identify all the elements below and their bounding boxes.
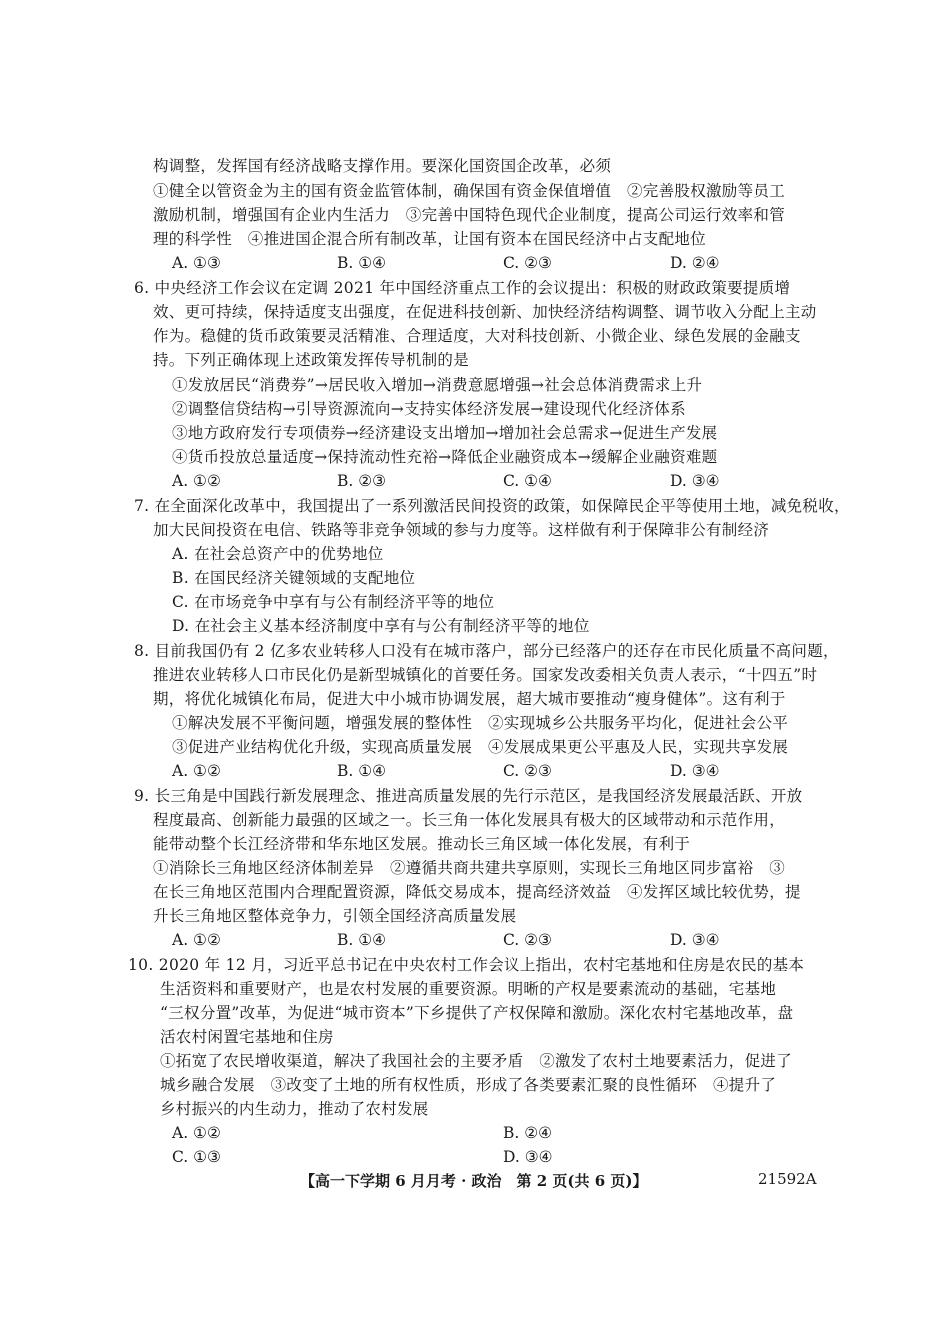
q6-item: ③地方政府发行专项债券→经济建设支出增加→增加社会总需求→促进生产发展 xyxy=(172,424,718,442)
option-d: D. ②④ xyxy=(670,254,720,272)
q8-item: ①解决发展不平衡问题，增强发展的整体性 ②实现城乡公共服务平均化，促进社会公平 xyxy=(172,714,789,732)
q9-stem-line: 9. 长三角是中国践行新发展理念、推进高质量发展的先行示范区，是我国经济发展最活跃、开放 xyxy=(134,787,803,805)
option-c: C. ②③ xyxy=(503,254,552,272)
q6-stem-line: 6. 中央经济工作会议在定调 2021 年中国经济重点工作的会议提出：积极的财政政策要提质增 xyxy=(134,279,791,297)
intro-line: 激励机制，增强国有企业内生活力 ③完善中国特色现代企业制度，提高公司运行效率和管 xyxy=(153,206,786,224)
option-b: B. ①④ xyxy=(337,931,387,949)
paper-code: 21592A xyxy=(758,1170,817,1188)
q10-item: 乡村振兴的内生动力，推动了农村发展 xyxy=(160,1100,429,1118)
q6-stem-line: 作为。稳健的货币政策要灵活精准、合理适度，大对科技创新、小微企业、绿色发展的金融支 xyxy=(153,327,801,345)
option-b: B. ①④ xyxy=(337,254,387,272)
option-b: B. ②④ xyxy=(503,1124,553,1142)
option-d: D. ③④ xyxy=(670,931,720,949)
option-d: D. ③④ xyxy=(670,762,720,780)
option-c: C. ②③ xyxy=(503,931,552,949)
option-a: A. ①③ xyxy=(172,254,221,272)
option-d: D. ③④ xyxy=(503,1148,553,1166)
q8-stem-line: 推进农业转移人口市民化仍是新型城镇化的首要任务。国家发改委相关负责人表示，“十四五”时 xyxy=(153,666,818,684)
option-c: C. ①④ xyxy=(503,472,552,490)
q9-item: ①消除长三角地区经济体制差异 ②遵循共商共建共享原则，实现长三角地区同步富裕 ③ xyxy=(153,859,786,877)
intro-line: ①健全以管资金为主的国有资金监管体制，确保国有资金保值增值 ②完善股权激励等员工 xyxy=(153,182,786,200)
q10-stem-line: 生活资料和重要财产，也是农村发展的重要资源。明晰的产权是要素流动的基础，宅基地 xyxy=(160,980,777,998)
q10-item: 城乡融合发展 ③改变了土地的所有权性质，形成了各类要素汇聚的良性循环 ④提升了 xyxy=(160,1076,777,1094)
q10-stem-line: “三权分置”改革，为促进“城市资本”下乡提供了产权保障和激励。深化农村宅基地改革，盘 xyxy=(160,1004,794,1022)
q6-stem-line: 效、更可持续，保持适度支出强度，在促进科技创新、加快经济结构调整、调节收入分配上主动 xyxy=(153,303,817,321)
q10-item: ①拓宽了农民增收渠道，解决了我国社会的主要矛盾 ②激发了农村土地要素活力，促进了 xyxy=(160,1052,793,1070)
q7-choice-d: D. 在社会主义基本经济制度中享有与公有制经济平等的地位 xyxy=(172,617,590,635)
option-d: D. ③④ xyxy=(670,472,720,490)
intro-line: 构调整，发挥国有经济战略支撑作用。要深化国资国企改革，必须 xyxy=(153,157,612,175)
option-a: A. ①② xyxy=(172,931,221,949)
intro-line: 理的科学性 ④推进国企混合所有制改革，让国有资本在国民经济中占支配地位 xyxy=(153,230,707,248)
q7-choice-b: B. 在国民经济关键领域的支配地位 xyxy=(172,569,416,587)
q6-item: ②调整信贷结构→引导资源流向→支持实体经济发展→建设现代化经济体系 xyxy=(172,400,686,418)
q10-stem-line: 活农村闲置宅基地和住房 xyxy=(160,1028,334,1046)
q7-stem-line: 7. 在全面深化改革中，我国提出了一系列激活民间投资的政策，如保障民企平等使用土地，减免税收， xyxy=(134,497,850,515)
q8-stem-line: 期，将优化城镇化布局，促进大中小城市协调发展，超大城市要推动“瘦身健体”。这有利于 xyxy=(153,690,786,708)
page-footer-title: 【高一下学期 6 月月考 · 政治 第 2 页(共 6 页)】 xyxy=(300,1172,648,1190)
q7-choice-c: C. 在市场竞争中享有与公有制经济平等的地位 xyxy=(172,593,495,611)
q9-stem-line: 能带动整个长江经济带和华东地区发展。推动长三角区域一体化发展，有利于 xyxy=(153,835,691,853)
q8-item: ③促进产业结构优化升级，实现高质量发展 ④发展成果更公平惠及人民，实现共享发展 xyxy=(172,738,789,756)
option-a: A. ①② xyxy=(172,762,221,780)
q9-item: 升长三角地区整体竞争力，引领全国经济高质量发展 xyxy=(153,907,517,925)
q6-stem-line: 持。下列正确体现上述政策发挥传导机制的是 xyxy=(153,351,470,369)
q10-stem-line: 10. 2020 年 12 月，习近平总书记在中央农村工作会议上指出，农村宅基地和住房是农民的基本 xyxy=(128,956,805,974)
q7-stem-line: 加大民间投资在电信、铁路等非竞争领域的参与力度等。这样做有利于保障非公有制经济 xyxy=(153,521,770,539)
q6-item: ④货币投放总量适度→保持流动性充裕→降低企业融资成本→缓解企业融资难题 xyxy=(172,448,718,466)
option-c: C. ①③ xyxy=(172,1148,221,1166)
q9-stem-line: 程度最高、创新能力最强的区域之一。长三角一体化发展具有极大的区域带动和示范作用， xyxy=(153,811,786,829)
q8-stem-line: 8. 目前我国仍有 2 亿多农业转移人口没有在城市落户，部分已经落户的还存在市民化质量不高问题， xyxy=(134,642,839,660)
q7-choice-a: A. 在社会总资产中的优势地位 xyxy=(172,545,384,563)
option-b: B. ②③ xyxy=(337,472,387,490)
option-a: A. ①② xyxy=(172,1124,221,1142)
option-b: B. ①④ xyxy=(337,762,387,780)
q6-item: ①发放居民“消费券”→居民收入增加→消费意愿增强→社会总体消费需求上升 xyxy=(172,376,703,394)
q9-item: 在长三角地区范围内合理配置资源，降低交易成本，提高经济效益 ④发挥区域比较优势，提 xyxy=(153,883,801,901)
option-a: A. ①② xyxy=(172,472,221,490)
option-c: C. ②③ xyxy=(503,762,552,780)
